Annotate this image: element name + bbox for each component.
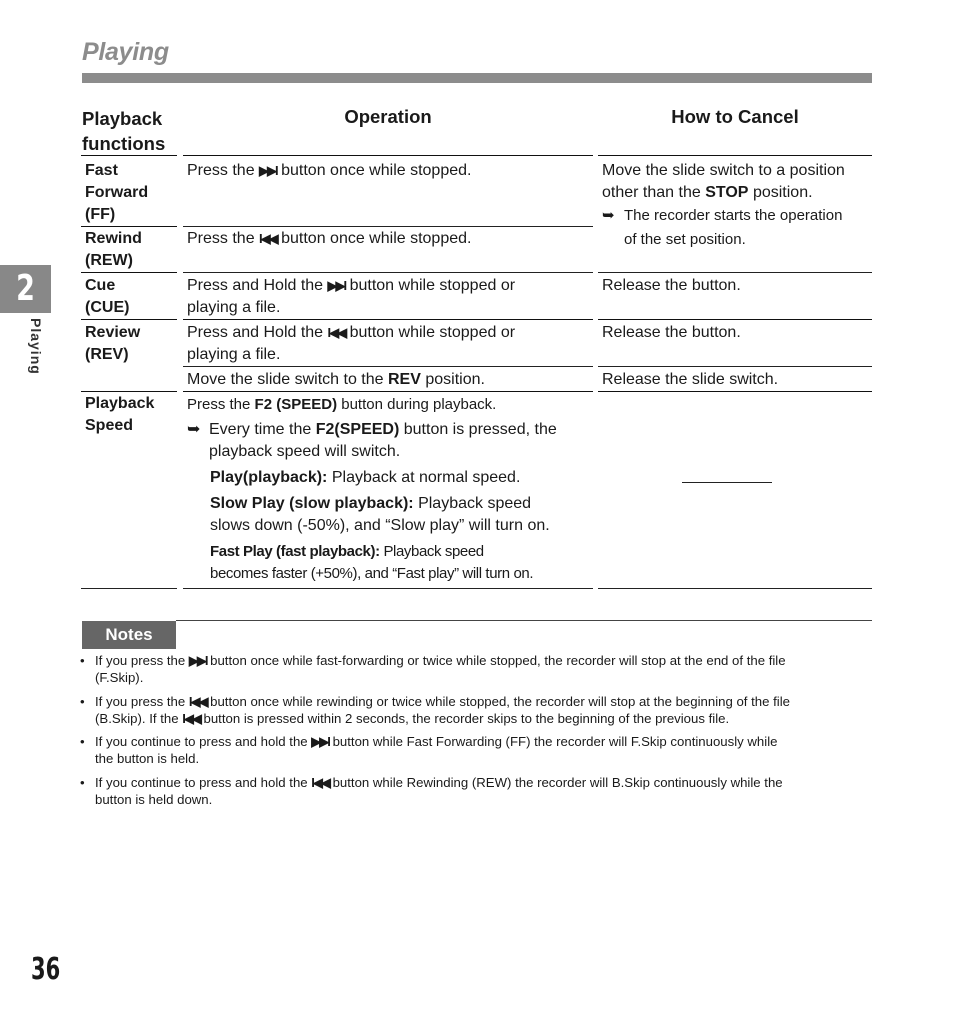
row-speed-name-line: Playback: [85, 395, 155, 412]
arrow-icon: ➥: [187, 421, 201, 438]
row-review-name: [85, 322, 140, 366]
header-col1-line2: functions: [82, 133, 166, 154]
row-speed-operation: [187, 394, 592, 585]
row-cue-name-line: Cue: [85, 277, 116, 294]
note-segment: button while Fast Forwarding (FF) the recorder will F.Skip continuously while: [332, 734, 778, 749]
f2-speed-label: F2(SPEED): [315, 421, 400, 438]
row-cue-name-line: (CUE): [85, 299, 130, 316]
note-text: [95, 774, 783, 808]
note-segment: If you continue to press and hold the: [95, 774, 308, 790]
row-review-cancel: Release the button.: [602, 324, 741, 341]
play-mode-text: Playback at normal speed.: [331, 469, 521, 486]
chapter-label: Playing: [28, 318, 44, 375]
arrow-icon: ➥: [602, 207, 615, 224]
slow-play-mode: [210, 493, 592, 537]
op-text: Press the: [187, 162, 255, 179]
table-rule: [598, 588, 872, 589]
speed-note-line: [209, 419, 557, 441]
table-rule: [81, 155, 177, 156]
op-text: Press and Hold the: [187, 324, 324, 341]
note-item: [80, 774, 874, 808]
fast-play-line: [210, 541, 592, 563]
rewind-icon: I◀◀: [259, 231, 277, 246]
note-segment: the button is held.: [95, 751, 200, 766]
table-rule: [598, 272, 872, 273]
op-text: button while stopped or: [349, 277, 516, 294]
fast-play-text: Playback speed: [383, 543, 484, 560]
row-ff-name-line: Forward: [85, 184, 149, 201]
table-rule: [81, 226, 177, 227]
row-speed-name-line: Speed: [85, 417, 134, 434]
table-rule: [183, 366, 593, 367]
table-rule: [598, 319, 872, 320]
header-playback-functions: [82, 106, 165, 156]
cancel-note: [602, 204, 870, 252]
note-text: button is pressed, the: [403, 421, 557, 438]
cancel-line: [602, 182, 870, 204]
slow-play-line: slows down (-50%), and “Slow play” will turn on.: [210, 517, 550, 534]
note-item: [80, 733, 874, 767]
row-speed-name: [85, 393, 154, 437]
table-rule: [183, 588, 593, 589]
note-text: Every time the: [209, 421, 312, 438]
cancel-note-line: The recorder starts the operation: [624, 207, 843, 224]
page-title: Playing: [82, 38, 169, 66]
bullet: •: [80, 734, 85, 749]
row-cue-cancel: Release the button.: [602, 277, 741, 294]
row-ff-name: [85, 160, 148, 226]
row-rew-name: [85, 228, 142, 272]
table-rule: [183, 272, 593, 273]
play-mode-label: Play(playback):: [210, 469, 328, 486]
op-line: [187, 394, 592, 416]
table-rule: [81, 272, 177, 273]
row-cue-operation: [187, 275, 592, 319]
row-review-cancel-2: Release the slide switch.: [602, 371, 779, 388]
table-rule: [81, 391, 177, 392]
row-ff-operation: [187, 160, 592, 182]
speed-note: [187, 419, 592, 463]
op-line: playing a file.: [187, 346, 281, 363]
note-segment: (F.Skip).: [95, 670, 144, 685]
op-line: [187, 322, 592, 344]
title-rule: [82, 73, 872, 83]
row-ff-name-line: Fast: [85, 162, 118, 179]
note-segment: If you press the: [95, 653, 186, 668]
cancel-note-text: [624, 204, 842, 252]
note-segment: If you continue to press and hold the: [95, 734, 308, 749]
rewind-icon: I◀◀: [327, 325, 346, 340]
header-operation: Operation: [344, 106, 432, 127]
row-ff-rew-cancel: [602, 160, 870, 252]
bullet: •: [80, 693, 85, 709]
table-rule: [183, 155, 593, 156]
notes-rule: [176, 620, 872, 621]
op-text: Press the: [187, 230, 255, 247]
notes-list: [80, 652, 874, 814]
fast-forward-icon: ▶▶I: [327, 278, 346, 293]
note-text: [95, 733, 777, 767]
table-rule: [81, 588, 177, 589]
f2-speed-label: F2 (SPEED): [254, 396, 338, 413]
op-text: Move the slide switch to the: [187, 371, 384, 388]
op-text: position.: [425, 371, 485, 388]
fast-play-label: Fast Play (fast playback):: [210, 543, 380, 560]
table-rule: [598, 391, 872, 392]
row-rew-operation: [187, 228, 592, 250]
rewind-icon: I◀◀: [311, 774, 329, 790]
fast-forward-icon: ▶▶I: [311, 734, 329, 749]
cancel-text: position.: [752, 184, 813, 201]
page-number: 36: [31, 952, 61, 987]
note-segment: If you press the: [95, 693, 186, 709]
table-rule: [183, 319, 593, 320]
row-review-name-line: (REV): [85, 346, 129, 363]
table-rule: [183, 391, 593, 392]
note-segment: button is pressed within 2 seconds, the recorder skips to the beginning of the previous file.: [203, 710, 730, 726]
row-review-operation: [187, 322, 592, 366]
cancel-text: other than the: [602, 184, 701, 201]
speed-note-text: [209, 419, 557, 463]
header-how-to-cancel: How to Cancel: [671, 106, 799, 127]
row-cue-name: [85, 275, 129, 319]
note-item: [80, 652, 874, 686]
bullet: •: [80, 653, 85, 668]
op-text: button once while stopped.: [281, 162, 472, 179]
op-text: Press and Hold the: [187, 277, 324, 294]
cancel-note-line: of the set position.: [624, 231, 746, 248]
op-line: playing a file.: [187, 299, 281, 316]
table-rule: [81, 319, 177, 320]
note-segment: button once while fast-forwarding or twice while stopped, the recorder will stop at the end of the file: [210, 653, 786, 668]
fast-forward-icon: ▶▶I: [188, 653, 207, 668]
table-rule: [183, 226, 593, 227]
note-text: [95, 693, 790, 727]
note-segment: (B.Skip). If the: [95, 710, 179, 726]
row-rew-name-line: (REW): [85, 252, 133, 269]
chapter-tab: 2: [0, 265, 51, 313]
table-rule: [598, 366, 872, 367]
op-text: button once while stopped.: [281, 230, 472, 247]
cancel-line: Move the slide switch to a position: [602, 162, 845, 179]
row-ff-name-line: (FF): [85, 206, 116, 223]
note-text: [95, 652, 786, 686]
slow-play-line: [210, 493, 592, 515]
fast-play-mode: [210, 541, 592, 585]
rewind-icon: I◀◀: [188, 693, 207, 709]
note-segment: [95, 710, 790, 727]
notes-heading: Notes: [82, 621, 176, 649]
fast-play-line: becomes faster (+50%), and “Fast play” will turn on.: [210, 565, 534, 582]
op-text: Press the: [187, 396, 251, 413]
rewind-icon: I◀◀: [182, 710, 200, 726]
header-col1-line1: Playback: [82, 108, 163, 129]
fast-forward-icon: ▶▶I: [259, 163, 277, 178]
row-review-operation-2: [187, 369, 592, 391]
rev-label: REV: [388, 371, 421, 388]
op-text: button while stopped or: [349, 324, 516, 341]
op-text: button during playback.: [341, 396, 497, 413]
stop-label: STOP: [705, 184, 749, 201]
speed-note-line: playback speed will switch.: [209, 443, 401, 460]
row-review-name-line: Review: [85, 324, 141, 341]
note-segment: button once while rewinding or twice while stopped, the recorder will stop at the beginning of the file: [210, 693, 790, 709]
slow-play-label: Slow Play (slow playback):: [210, 495, 414, 512]
op-line: [187, 275, 592, 297]
cancel-dash: [682, 482, 772, 483]
note-segment: button while Rewinding (REW) the recorder will B.Skip continuously while the: [332, 774, 783, 790]
row-rew-name-line: Rewind: [85, 230, 142, 247]
bullet: •: [80, 774, 85, 790]
play-mode: [210, 467, 592, 489]
table-rule: [598, 155, 872, 156]
note-segment: button is held down.: [95, 791, 213, 807]
note-item: [80, 693, 874, 727]
slow-play-text: Playback speed: [418, 495, 532, 512]
